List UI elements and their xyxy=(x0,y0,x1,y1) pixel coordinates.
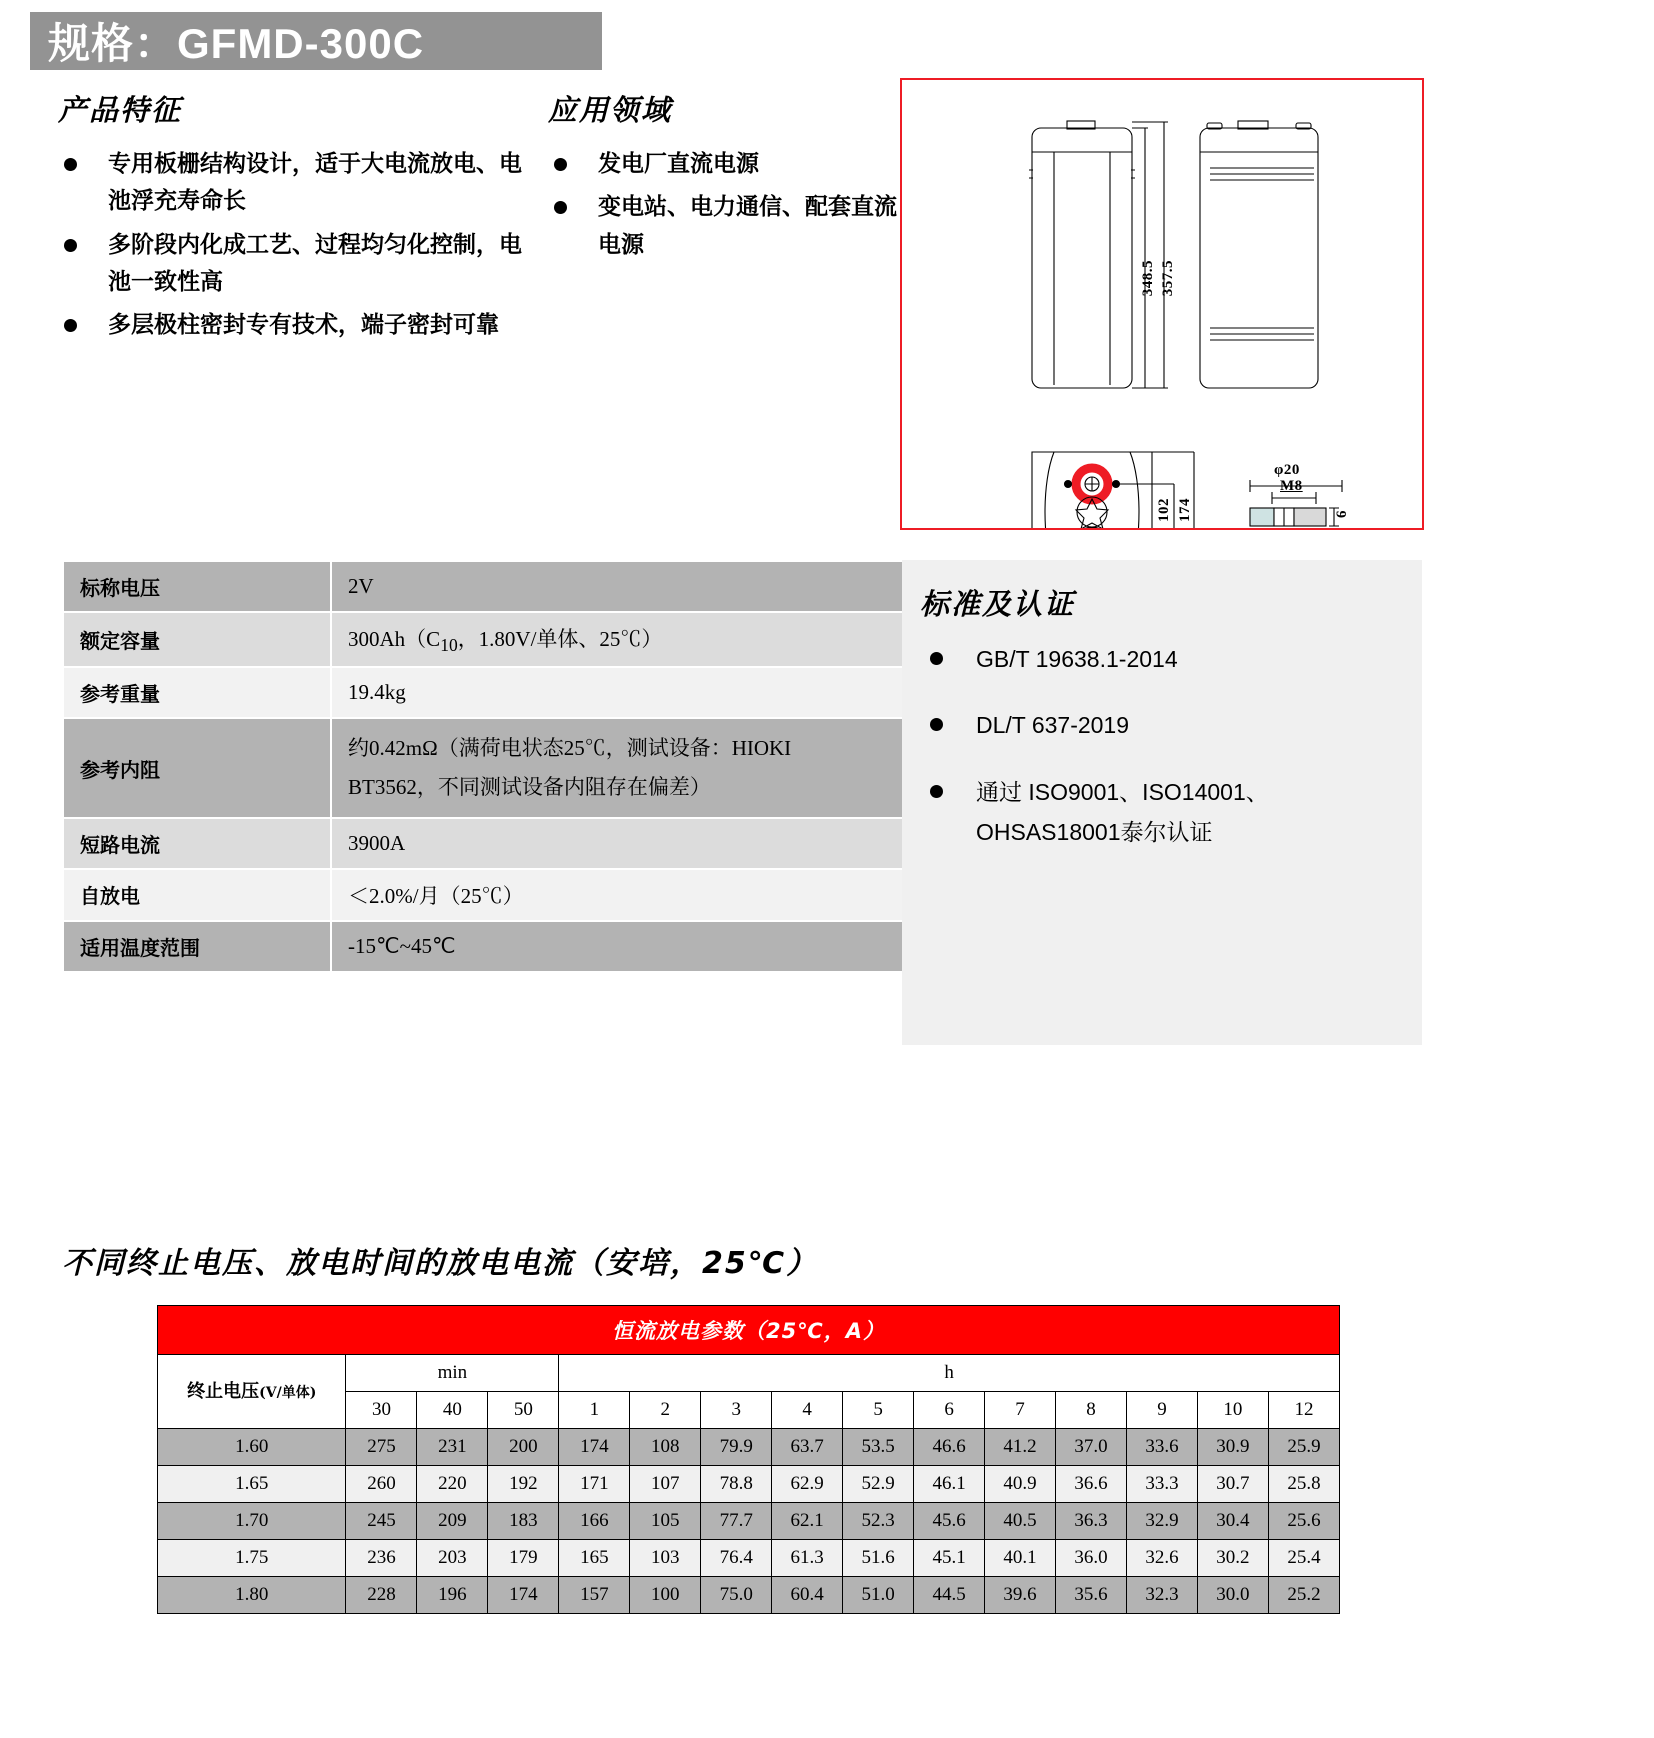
list-item xyxy=(924,639,1410,679)
cell: 30.4 xyxy=(1197,1503,1268,1540)
cell: 200 xyxy=(488,1429,559,1466)
col-header: 3 xyxy=(701,1392,772,1429)
list-item xyxy=(58,145,528,220)
list-item xyxy=(924,772,1410,853)
cell: 25.6 xyxy=(1268,1503,1339,1540)
corner-label-main: 终止电压 xyxy=(187,1380,260,1402)
cell: 51.6 xyxy=(843,1540,914,1577)
drawing-svg xyxy=(902,80,1422,528)
cell: 228 xyxy=(346,1577,417,1614)
list-item xyxy=(548,145,898,182)
table-banner-row xyxy=(158,1306,1340,1355)
cell: 79.9 xyxy=(701,1429,772,1466)
cell: 33.3 xyxy=(1126,1466,1197,1503)
cell: 174 xyxy=(488,1577,559,1614)
spec-value: 2V xyxy=(331,561,906,612)
cell: 166 xyxy=(559,1503,630,1540)
cell: 30.0 xyxy=(1197,1577,1268,1614)
cell: 196 xyxy=(417,1577,488,1614)
standards-certifications-panel xyxy=(902,560,1422,1045)
col-header: 6 xyxy=(914,1392,985,1429)
table-row xyxy=(63,561,906,612)
product-features-section xyxy=(58,88,528,349)
applications-section xyxy=(548,88,898,269)
col-header: 30 xyxy=(346,1392,417,1429)
table-row xyxy=(63,667,906,718)
cell: 46.1 xyxy=(914,1466,985,1503)
cell: 37.0 xyxy=(1056,1429,1127,1466)
cell: 171 xyxy=(559,1466,630,1503)
list-item xyxy=(548,188,898,263)
cell: 30.9 xyxy=(1197,1429,1268,1466)
col-header: 1 xyxy=(559,1392,630,1429)
cell: 46.6 xyxy=(914,1429,985,1466)
table-row xyxy=(158,1503,1340,1540)
cell: 78.8 xyxy=(701,1466,772,1503)
row-voltage: 1.60 xyxy=(158,1429,346,1466)
list-item xyxy=(58,226,528,301)
cell: 30.7 xyxy=(1197,1466,1268,1503)
spec-value: $300Ah(C_{10}$，1.80V/单体、25℃） xyxy=(331,612,906,667)
cell: 32.3 xyxy=(1126,1577,1197,1614)
spec-key: 自放电 xyxy=(63,869,331,921)
col-header: 4 xyxy=(772,1392,843,1429)
col-header: 5 xyxy=(843,1392,914,1429)
col-header: 9 xyxy=(1126,1392,1197,1429)
spec-value xyxy=(331,718,906,818)
dim-thickness: 6 xyxy=(1334,510,1350,518)
discharge-current-table xyxy=(157,1305,1340,1614)
dim-depth: 174 xyxy=(1177,498,1193,522)
table-row xyxy=(63,818,906,869)
spec-key: 额定容量 xyxy=(63,612,331,667)
cell: 25.8 xyxy=(1268,1466,1339,1503)
cell: 236 xyxy=(346,1540,417,1577)
cell: 103 xyxy=(630,1540,701,1577)
cell: 30.2 xyxy=(1197,1540,1268,1577)
row-voltage: 1.70 xyxy=(158,1503,346,1540)
cell: 40.9 xyxy=(985,1466,1056,1503)
spec-value: 19.4kg xyxy=(331,667,906,718)
feature-text: 专用板栅结构设计，适于大电流放电、电池浮充寿命长 xyxy=(108,150,522,215)
application-text: 发电厂直流电源 xyxy=(598,150,759,177)
resistance-line-2: BT3562，不同测试设备内阻存在偏差） xyxy=(348,775,711,800)
cell: 62.9 xyxy=(772,1466,843,1503)
cell: 25.2 xyxy=(1268,1577,1339,1614)
list-item xyxy=(924,705,1410,745)
cell: 60.4 xyxy=(772,1577,843,1614)
col-header: 12 xyxy=(1268,1392,1339,1429)
group-header-h: h xyxy=(559,1355,1340,1392)
cell: 75.0 xyxy=(701,1577,772,1614)
cell: 275 xyxy=(346,1429,417,1466)
spec-key: 适用温度范围 xyxy=(63,921,331,972)
spec-value: -15℃~45℃ xyxy=(331,921,906,972)
cell: 174 xyxy=(559,1429,630,1466)
cell: 62.1 xyxy=(772,1503,843,1540)
cell: 192 xyxy=(488,1466,559,1503)
resistance-line-1: 约0.42mΩ（满荷电状态25℃，测试设备：HIOKI xyxy=(348,736,792,761)
specification-table xyxy=(62,560,907,973)
cell: 52.3 xyxy=(843,1503,914,1540)
cell: 53.5 xyxy=(843,1429,914,1466)
cell: 36.6 xyxy=(1056,1466,1127,1503)
page-title: 规格：GFMD-300C xyxy=(48,20,425,67)
feature-text: 多阶段内化成工艺、过程均匀化控制，电池一致性高 xyxy=(108,230,522,295)
table-row xyxy=(63,921,906,972)
cell: 36.3 xyxy=(1056,1503,1127,1540)
cell: 105 xyxy=(630,1503,701,1540)
cell: 25.4 xyxy=(1268,1540,1339,1577)
cell: 61.3 xyxy=(772,1540,843,1577)
cell: 39.6 xyxy=(985,1577,1056,1614)
cell: 41.2 xyxy=(985,1429,1056,1466)
features-heading: 产品特征 xyxy=(58,93,183,127)
table-header-group-row xyxy=(158,1355,1340,1392)
feature-text: 多层极柱密封专有技术，端子密封可靠 xyxy=(108,311,499,338)
discharge-section-title: 不同终止电压、放电时间的放电电流（安培，25℃） xyxy=(62,1246,819,1281)
cell: 76.4 xyxy=(701,1540,772,1577)
bullet-icon xyxy=(554,201,567,214)
col-header: 7 xyxy=(985,1392,1056,1429)
cell: 44.5 xyxy=(914,1577,985,1614)
cell: 25.9 xyxy=(1268,1429,1339,1466)
spec-key: 短路电流 xyxy=(63,818,331,869)
cell: 33.6 xyxy=(1126,1429,1197,1466)
cell: 179 xyxy=(488,1540,559,1577)
discharge-banner-label: 恒流放电参数（25℃，A） xyxy=(158,1306,1340,1355)
cell: 260 xyxy=(346,1466,417,1503)
corner-label-sub: (V/单体) xyxy=(259,1384,317,1401)
battery-technical-drawing xyxy=(900,78,1424,530)
cell: 203 xyxy=(417,1540,488,1577)
dim-terminal-spacing: 102 xyxy=(1156,498,1172,522)
col-header: 40 xyxy=(417,1392,488,1429)
table-row xyxy=(63,612,906,667)
bullet-icon xyxy=(930,718,943,731)
dim-terminal-diameter: φ20 xyxy=(1274,462,1300,478)
cell: 32.6 xyxy=(1126,1540,1197,1577)
spec-title-banner xyxy=(30,12,602,70)
spec-key: 参考内阻 xyxy=(63,718,331,818)
spec-key: 参考重量 xyxy=(63,667,331,718)
dim-thread: M8 xyxy=(1280,478,1303,494)
bullet-icon xyxy=(64,319,77,332)
table-row xyxy=(158,1429,1340,1466)
list-item xyxy=(58,306,528,343)
bullet-icon xyxy=(64,239,77,252)
corner-header xyxy=(158,1355,346,1429)
cell: 183 xyxy=(488,1503,559,1540)
cell: 40.5 xyxy=(985,1503,1056,1540)
cell: 108 xyxy=(630,1429,701,1466)
cell: 165 xyxy=(559,1540,630,1577)
cell: 209 xyxy=(417,1503,488,1540)
cell: 100 xyxy=(630,1577,701,1614)
cell: 245 xyxy=(346,1503,417,1540)
table-row xyxy=(158,1466,1340,1503)
group-header-min: min xyxy=(346,1355,559,1392)
bullet-icon xyxy=(554,158,567,171)
dim-height-inner: 348.5 xyxy=(1140,260,1156,297)
cell: 51.0 xyxy=(843,1577,914,1614)
row-voltage: 1.65 xyxy=(158,1466,346,1503)
standard-text: 通过 ISO9001、ISO14001、OHSAS18001泰尔认证 xyxy=(976,778,1269,845)
cell: 45.1 xyxy=(914,1540,985,1577)
cell: 40.1 xyxy=(985,1540,1056,1577)
cell: 35.6 xyxy=(1056,1577,1127,1614)
features-list xyxy=(58,145,528,343)
cell: 157 xyxy=(559,1577,630,1614)
table-row xyxy=(158,1577,1340,1614)
spec-value: ＜2.0%/月（25℃） xyxy=(331,869,906,921)
row-voltage: 1.80 xyxy=(158,1577,346,1614)
table-row xyxy=(63,869,906,921)
table-row xyxy=(63,718,906,818)
cell: 36.0 xyxy=(1056,1540,1127,1577)
application-text: 变电站、电力通信、配套直流电源 xyxy=(598,193,897,258)
standard-text: GB/T 19638.1-2014 xyxy=(976,646,1178,672)
standards-heading: 标准及认证 xyxy=(920,587,1076,621)
col-header: 50 xyxy=(488,1392,559,1429)
col-header: 2 xyxy=(630,1392,701,1429)
cell: 231 xyxy=(417,1429,488,1466)
col-header: 10 xyxy=(1197,1392,1268,1429)
standard-text: DL/T 637-2019 xyxy=(976,712,1130,739)
cell: 77.7 xyxy=(701,1503,772,1540)
spec-key: 标称电压 xyxy=(63,561,331,612)
col-header: 8 xyxy=(1056,1392,1127,1429)
bullet-icon xyxy=(930,785,943,798)
spec-value: 3900A xyxy=(331,818,906,869)
cell: 63.7 xyxy=(772,1429,843,1466)
bullet-icon xyxy=(64,158,77,171)
applications-heading: 应用领域 xyxy=(548,93,673,127)
cell: 220 xyxy=(417,1466,488,1503)
applications-list xyxy=(548,145,898,263)
dim-height-total: 357.5 xyxy=(1160,260,1176,297)
cell: 32.9 xyxy=(1126,1503,1197,1540)
bullet-icon xyxy=(930,652,943,665)
standards-list xyxy=(902,639,1422,852)
cell: 52.9 xyxy=(843,1466,914,1503)
cell: 107 xyxy=(630,1466,701,1503)
cell: 45.6 xyxy=(914,1503,985,1540)
row-voltage: 1.75 xyxy=(158,1540,346,1577)
table-row xyxy=(158,1540,1340,1577)
